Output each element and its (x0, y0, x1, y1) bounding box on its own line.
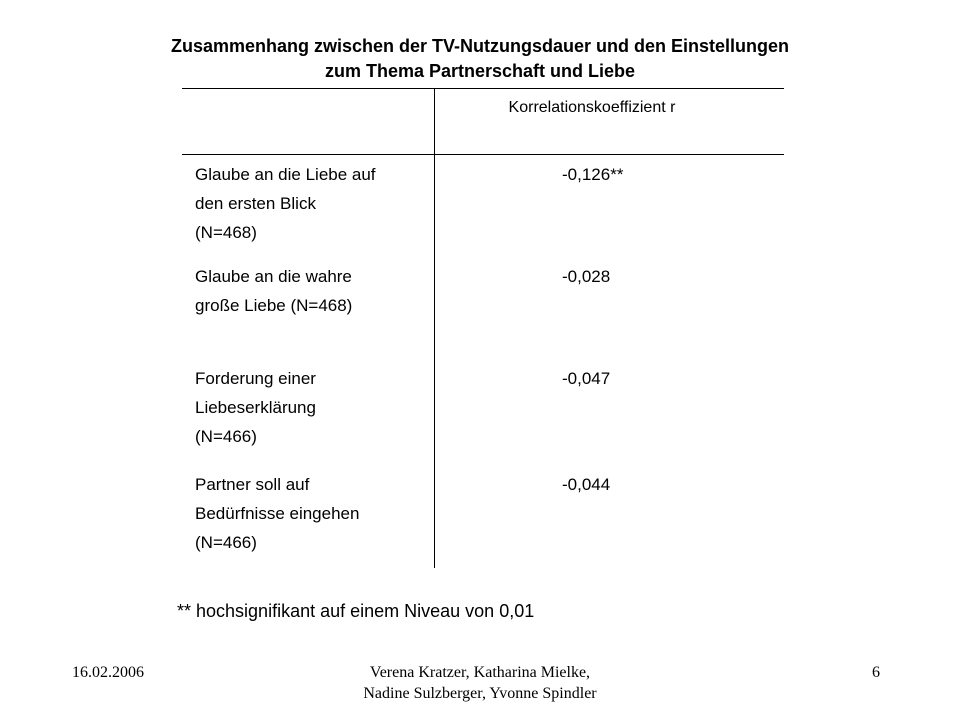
table-row-value: -0,126** (562, 165, 624, 184)
table-row-label: Glaube an die wahre große Liebe (N=468) (195, 267, 353, 315)
slide-title (0, 34, 960, 84)
table-row-value: -0,028 (562, 267, 611, 286)
footer-authors-line-1: Verena Kratzer, Katharina Mielke, (369, 664, 591, 681)
table-header-rule (182, 154, 784, 155)
footer-date: 16.02.2006 (72, 664, 144, 681)
footer-authors-line-2: Nadine Sulzberger, Yvonne Spindler (363, 685, 597, 702)
column-header-correlation: Korrelationskoeffizient r (508, 99, 676, 116)
slide-title-line-1: Zusammenhang zwischen der TV-Nutzungsdauer und den Einstellungen (170, 36, 790, 56)
footer-page-number: 6 (872, 664, 880, 681)
table-row-label: Partner soll auf Bedürfnisse eingehen (N=466) (195, 475, 360, 552)
table-row-value: -0,044 (562, 475, 611, 494)
significance-footnote: ** hochsignifikant auf einem Niveau von 0,01 (177, 601, 535, 621)
table-row-value: -0,047 (562, 369, 611, 388)
table-top-rule (182, 88, 784, 89)
footer-authors (300, 662, 660, 704)
slide-title-line-2: zum Thema Partnerschaft und Liebe (324, 61, 636, 81)
table-row-label: Glaube an die Liebe auf den ersten Blick (N=468) (195, 165, 376, 242)
table-row-label: Forderung einer Liebeserklärung (N=466) (195, 369, 316, 446)
